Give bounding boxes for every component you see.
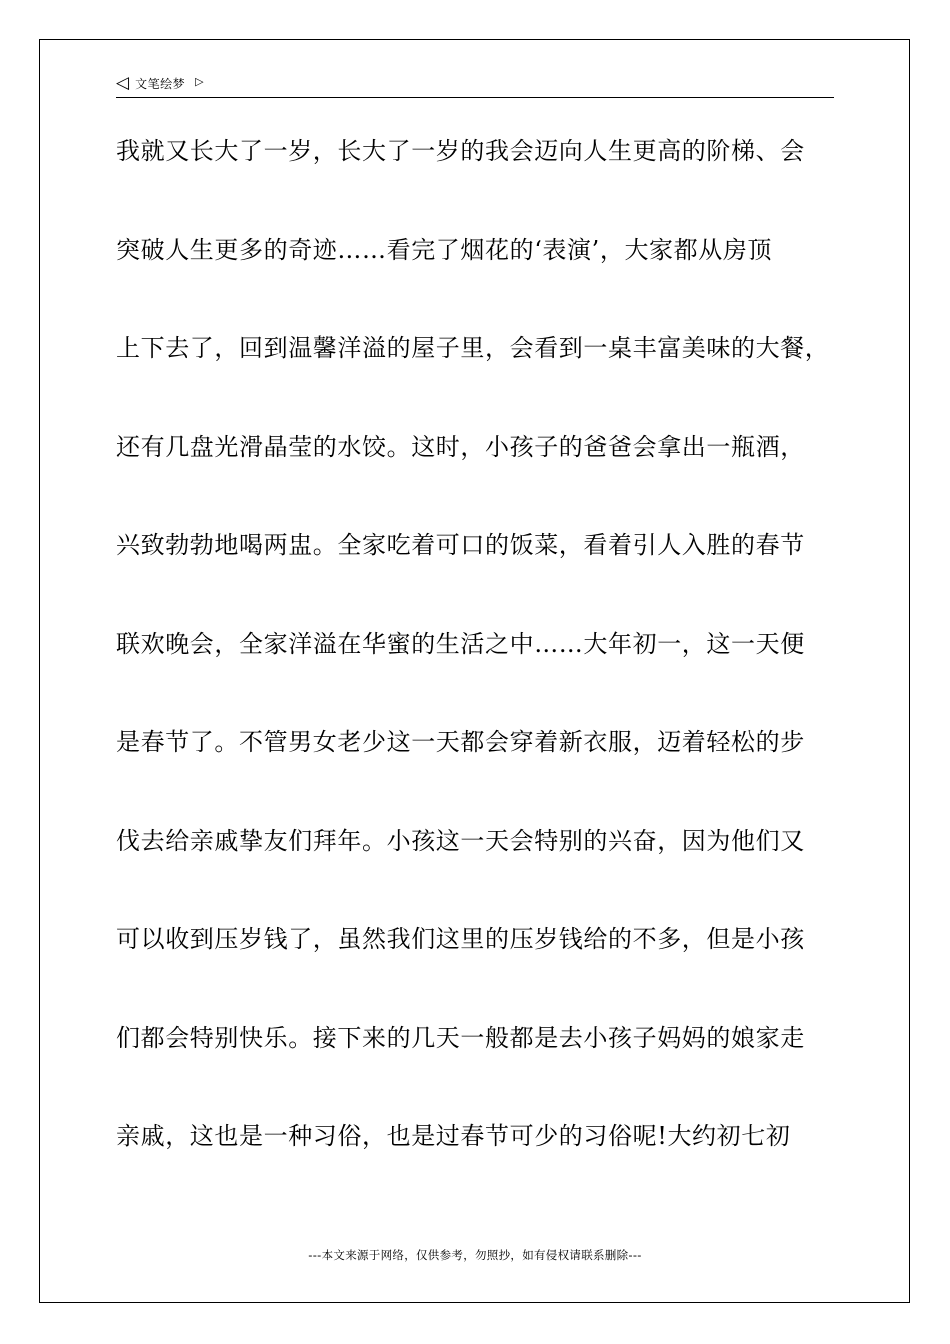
body-line: 还有几盘光滑晶莹的水饺。这时，小孩子的爸爸会拿出一瓶酒， [116, 432, 805, 461]
body-line: 上下去了，回到温馨洋溢的屋子里，会看到一桌丰富美味的大餐， [116, 334, 830, 362]
body-line: 亲戚，这也是一种习俗，也是过春节可少的习俗呢!大约初七初 [116, 1122, 791, 1150]
body-line: 伐去给亲戚挚友们拜年。小孩这一天会特别的兴奋，因为他们又 [116, 826, 805, 855]
triangle-right-icon: ▷ [195, 75, 204, 88]
body-line: 我就又长大了一岁，长大了一岁的我会迈向人生更高的阶梯、会 [116, 137, 805, 165]
triangle-left-icon: ◁ [116, 73, 130, 93]
body-line: 可以收到压岁钱了，虽然我们这里的压岁钱给的不多，但是小孩 [116, 925, 805, 953]
page-header [116, 70, 834, 98]
body-line: 兴致勃勃地喝两盅。全家吃着可口的饭菜，看着引人入胜的春节 [116, 531, 805, 559]
header-title: 文笔绘梦 [135, 77, 186, 91]
body-line: 们都会特别快乐。接下来的几天一般都是去小孩子妈妈的娘家走 [116, 1023, 805, 1052]
body-line: 突破人生更多的奇迹……看完了烟花的‘表演’，大家都从房顶 [116, 235, 773, 264]
footer-disclaimer: ---本文来源于网络，仅供参考，勿照抄，如有侵权请联系删除--- [308, 1248, 642, 1262]
body-line: 联欢晚会，全家洋溢在华蜜的生活之中……大年初一，这一天便 [116, 629, 805, 658]
body-line: 是春节了。不管男女老少这一天都会穿着新衣服，迈着轻松的步 [116, 728, 805, 756]
body-text [116, 130, 856, 1214]
